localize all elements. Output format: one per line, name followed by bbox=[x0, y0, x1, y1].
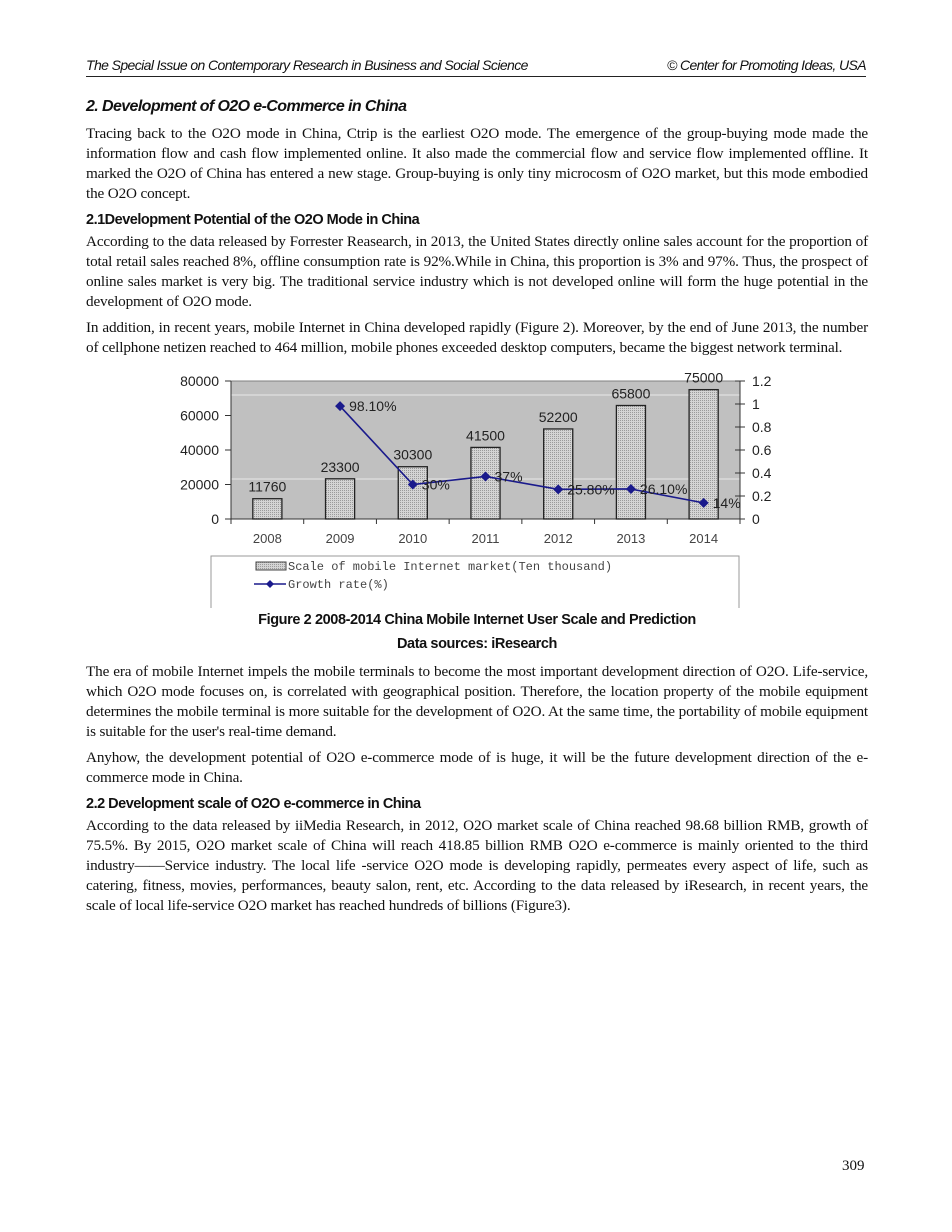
x-axis-tick-label: 2013 bbox=[616, 531, 646, 546]
page-number: 309 bbox=[842, 1158, 865, 1174]
paragraph: The era of mobile Internet impels the mobile terminals to become the most important development direction of O2O. Life-service, which O2O mode focuses on, is correlated with geographical position. Therefore, the location property of the mobile equipment determines the mobile terminal is more suitable for the development of O2O. At the same time, the portability of mobile equipment is suitable for the user's real-time demand. bbox=[86, 663, 868, 740]
left-axis-tick-label: 20000 bbox=[180, 476, 219, 493]
bar-data-label: 41500 bbox=[466, 427, 505, 444]
paragraph: According to the data released by Forrester Reasearch, in 2013, the United States directly online sales account for the proportion of total retail sales reached 8%, offline consumption rate is 92%.While in China, this proportion is 3% and 97%. Thus, the prospect of online sales market is very big. The traditional service industry which is not developed online will form the huge potential in the development of O2O mode. bbox=[86, 233, 868, 310]
bar-data-label: 23300 bbox=[320, 458, 360, 475]
legend-diamond-marker bbox=[266, 580, 274, 588]
bar bbox=[544, 429, 573, 519]
journal-title: The Special Issue on Contemporary Research in Business and Social Science bbox=[86, 57, 528, 73]
right-axis-tick-label: 0 bbox=[752, 511, 760, 527]
line-data-label: 30% bbox=[421, 476, 450, 493]
publisher-credit: © Center for Promoting Ideas, USA bbox=[666, 57, 866, 73]
right-axis-tick-label: 1.2 bbox=[752, 373, 772, 389]
subsection-heading-2-2: 2.2 Development scale of O2O e-commerce in China bbox=[86, 796, 421, 812]
bar bbox=[326, 479, 355, 519]
line-data-label: 26.10% bbox=[639, 480, 688, 497]
right-axis-tick-label: 0.4 bbox=[752, 465, 772, 481]
bar-data-label: 30300 bbox=[393, 446, 433, 463]
article-body bbox=[86, 96, 868, 922]
section-heading: 2. Development of O2O e-Commerce in China bbox=[86, 98, 407, 115]
figure-source: Data sources: iResearch bbox=[396, 636, 558, 652]
line-data-label: 37% bbox=[494, 468, 523, 485]
left-axis-tick-label: 0 bbox=[211, 511, 219, 527]
right-axis-tick-label: 0.2 bbox=[752, 488, 772, 504]
legend-bar-swatch bbox=[256, 562, 286, 570]
intro-paragraph: Tracing back to the O2O mode in China, Ctrip is the earliest O2O mode. The emergence of the group-buying mode made the information flow and cash flow implemented online. It also made the commercial flow and service flow implemented offline. It marked the O2O of China has entered a new stage. Group-buying is only tiny microcosm of O2O market, but this mode embodied the O2O concept. bbox=[86, 125, 868, 202]
x-axis-tick-label: 2009 bbox=[325, 531, 355, 546]
x-axis-tick-label: 2008 bbox=[252, 531, 282, 546]
bar-data-label: 65800 bbox=[611, 385, 651, 402]
left-axis-tick-label: 80000 bbox=[180, 373, 219, 389]
running-header bbox=[86, 56, 866, 77]
subsection-heading-2-1: 2.1Development Potential of the O2O Mode in China bbox=[86, 212, 420, 228]
bar bbox=[616, 405, 645, 519]
x-axis-tick-label: 2014 bbox=[689, 531, 719, 546]
line-data-label: 98.10% bbox=[349, 398, 397, 415]
left-axis-tick-label: 60000 bbox=[180, 407, 219, 424]
x-axis-tick-label: 2011 bbox=[471, 531, 500, 546]
bar-data-label: 75000 bbox=[684, 369, 724, 386]
paragraph: Anyhow, the development potential of O2O e-commerce mode of is huge, it will be the future development direction of the e-commerce mode in China. bbox=[86, 749, 868, 786]
figure-2 bbox=[86, 364, 868, 608]
paragraph: In addition, in recent years, mobile Internet in China developed rapidly (Figure 2). Moreover, by the end of June 2013, the number of cellphone netizen reached to 464 million, mobile phones exceeded desktop computers, became the biggest network terminal. bbox=[86, 319, 868, 356]
combo-chart bbox=[86, 364, 868, 608]
left-axis-tick-label: 40000 bbox=[180, 442, 219, 458]
legend-label-line: Growth rate(%) bbox=[288, 578, 389, 592]
bar bbox=[253, 499, 282, 519]
bar-data-label: 52200 bbox=[538, 408, 578, 425]
right-axis-tick-label: 0.8 bbox=[752, 419, 772, 435]
right-axis-tick-label: 1 bbox=[752, 396, 760, 412]
right-axis-tick-label: 0.6 bbox=[752, 442, 772, 458]
figure-caption: Figure 2 2008-2014 China Mobile Internet User Scale and Prediction bbox=[258, 612, 696, 628]
bar-data-label: 11760 bbox=[248, 478, 287, 495]
line-data-label: 25.80% bbox=[567, 481, 615, 498]
x-axis-tick-label: 2012 bbox=[543, 531, 573, 546]
x-axis-tick-label: 2010 bbox=[398, 531, 428, 546]
paragraph: According to the data released by iiMedia Research, in 2012, O2O market scale of China reached 98.68 billion RMB, growth of 75.5%. By 2015, O2O market scale of China will reach 418.85 billion RMB O2O e-commerce is mainly oriented to the third industry——Service industry. The local life -service O2O mode is developing rapidly, permeates every aspect of life, such as catering, fitness, movies, performances, beauty salon, rent, etc. According to the data released by iResearch, in recent years, the scale of local life-service O2O market has reached hundreds of billions (Figure3). bbox=[86, 817, 868, 914]
legend-label-bars: Scale of mobile Internet market(Ten thousand) bbox=[288, 560, 613, 574]
line-data-label: 14% bbox=[712, 494, 741, 511]
